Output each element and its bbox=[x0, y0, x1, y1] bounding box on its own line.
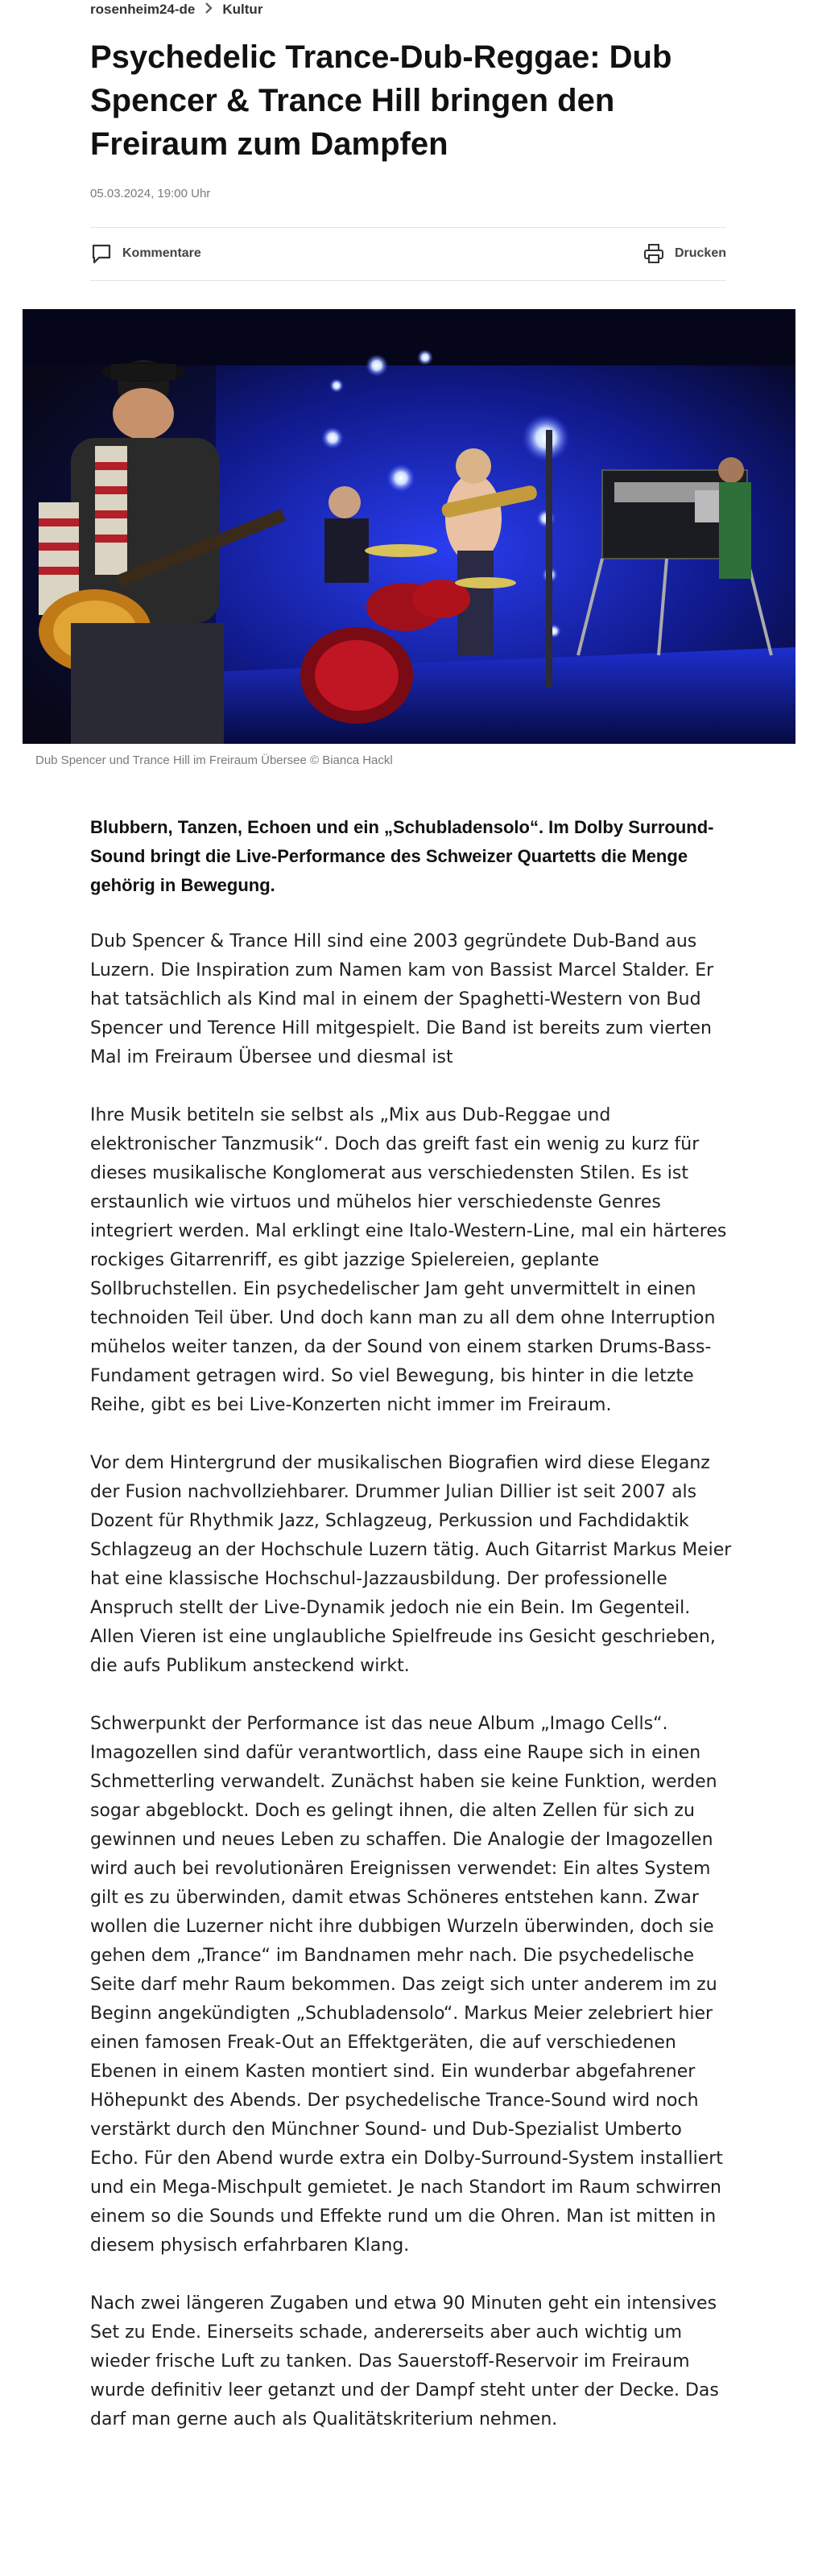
article-paragraph: Schwerpunkt der Performance ist das neue Album „Imago Cells“. Imagozellen sind dafür verantwortlich, dass eine Raupe sich in einen Schmetterling verwandelt. Zunächst haben sie keine Funktion, werden sogar abgeblockt. Doch es gelingt ihnen, die alten Zellen für sich zu gewinnen und neues Leben zu schaffen. Die Analogie der Imagozellen wird auch bei revolutionären Ereignissen verwendet: Ein altes System gilt es zu überwinden, damit etwas Schöneres entstehen kann. Zwar wollen die Luzerner nicht ihre dubbigen Wurzeln überwinden, doch sie gehen dem „Trance“ im Bandnamen mehr nach. Die psychedelische Seite darf mehr Raum bekommen. Das zeigt sich unter anderem im zu Beginn angekündigten „Schubladensolo“. Markus Meier zelebriert hier einen famosen Freak-Out an Effektgeräten, die auf verschiedenen Ebenen in einem Kasten montiert sind. Ein wunderbar abgefahrener Höhepunkt des Abends. Der psychedelische Trance-Sound wird noch verstärkt durch den Münchner Sound- und Dub-Spezialist Umberto Echo. Für den Abend wurde extra ein Dolby-Surround-System installiert und ein Mega-Mischpult gemietet. Je nach Standort im Raum schwirren einem so die Sounds und Effekte rund um die Ohren. Man ist mitten in diesem physisch erfahrbaren Klang. bbox=[90, 1714, 723, 2256]
article-paragraph: Nach zwei längeren Zugaben und etwa 90 Minuten geht ein intensives Set zu Ende. Einerseits schade, andererseits aber auch wichtig um wieder frische Luft zu tanken. Das Sauerstoff-Reservoir im Freiraum wurde definitiv leer getanzt und der Dampf steht unter der Decke. Das darf man gerne auch als Qualitätskriterium nehmen. bbox=[90, 2293, 719, 2429]
printer-icon bbox=[643, 242, 665, 265]
breadcrumb-section-link[interactable]: Kultur bbox=[222, 2, 263, 17]
article-hero-image bbox=[23, 309, 795, 744]
image-caption: Dub Spencer und Trance Hill im Freiraum Übersee © Bianca Hackl bbox=[35, 753, 393, 767]
comments-label: Kommentare bbox=[122, 246, 201, 260]
divider bbox=[90, 227, 726, 228]
article-body bbox=[90, 813, 734, 2463]
chevron-right-icon bbox=[205, 2, 213, 18]
article-date: 05.03.2024, 19:00 Uhr bbox=[90, 187, 211, 200]
breadcrumb bbox=[90, 0, 726, 19]
article-paragraph: Ihre Musik betiteln sie selbst als „Mix aus Dub-Reggae und elektronischer Tanzmusik“. Doch das greift fast ein wenig zu kurz für dieses musikalische Konglomerat aus verschiedensten Stilen. Es ist erstaunlich wie virtuos und mühelos hier verschiedenste Genres integriert werden. Mal erklingt eine Italo-Western-Line, mal ein härteres rockiges Gitarrenriff, es gibt jazzige Spielereien, geplante Sollbruchstellen. Ein psychedelischer Jam geht unvermittelt in einen technoiden Teil über. Und doch kann man zu all dem ohne Interruption mühelos weiter tanzen, da der Sound von einem starken Drums-Bass-Fundament getragen wird. So viel Bewegung, bis hinter in die letzte Reihe, gibt es bei Live-Konzerten nicht immer im Freiraum. bbox=[90, 1105, 727, 1415]
article-paragraph: Dub Spencer & Trance Hill sind eine 2003 gegründete Dub-Band aus Luzern. Die Inspiration zum Namen kam von Bassist Marcel Stalder. Er hat tatsächlich als Kind mal in einem der Spaghetti-Western von Bud Spencer und Terence Hill mitgespielt. Die Band ist bereits zum vierten Mal im Freiraum Übersee und diesmal ist bbox=[90, 931, 714, 1067]
article-title: Psychedelic Trance-Dub-Reggae: Dub Spencer & Trance Hill bringen den Freiraum zum Dampfen bbox=[90, 39, 672, 162]
article-paragraph: Vor dem Hintergrund der musikalischen Biografien wird diese Eleganz der Fusion nachvollziehbarer. Drummer Julian Dillier ist seit 2007 als Dozent für Rhythmik Jazz, Schlagzeug, Perkussion und Fachdidaktik Schlagzeug an der Hochschule Luzern tätig. Auch Gitarrist Markus Meier hat eine klassische Hochschul-Jazzausbildung. Der professionelle Anspruch stellt der Live-Dynamik jedoch nie ein Bein. Im Gegenteil. Allen Vieren ist eine unglaubliche Spielfreude ins Gesicht geschrieben, die aufs Publikum ansteckend wirkt. bbox=[90, 1453, 732, 1676]
comments-button[interactable] bbox=[90, 242, 201, 265]
article-lead: Blubbern, Tanzen, Echoen und ein „Schubladensolo“. Im Dolby Surround-Sound bringt die Live-Performance des Schweizer Quartetts die Menge gehörig in Bewegung. bbox=[90, 817, 714, 895]
comment-bubble-icon bbox=[90, 242, 113, 265]
divider bbox=[90, 280, 726, 281]
print-label: Drucken bbox=[674, 246, 726, 260]
breadcrumb-site-link[interactable]: rosenheim24-de bbox=[90, 2, 196, 17]
print-button[interactable] bbox=[643, 242, 726, 265]
article-actions bbox=[90, 240, 726, 267]
